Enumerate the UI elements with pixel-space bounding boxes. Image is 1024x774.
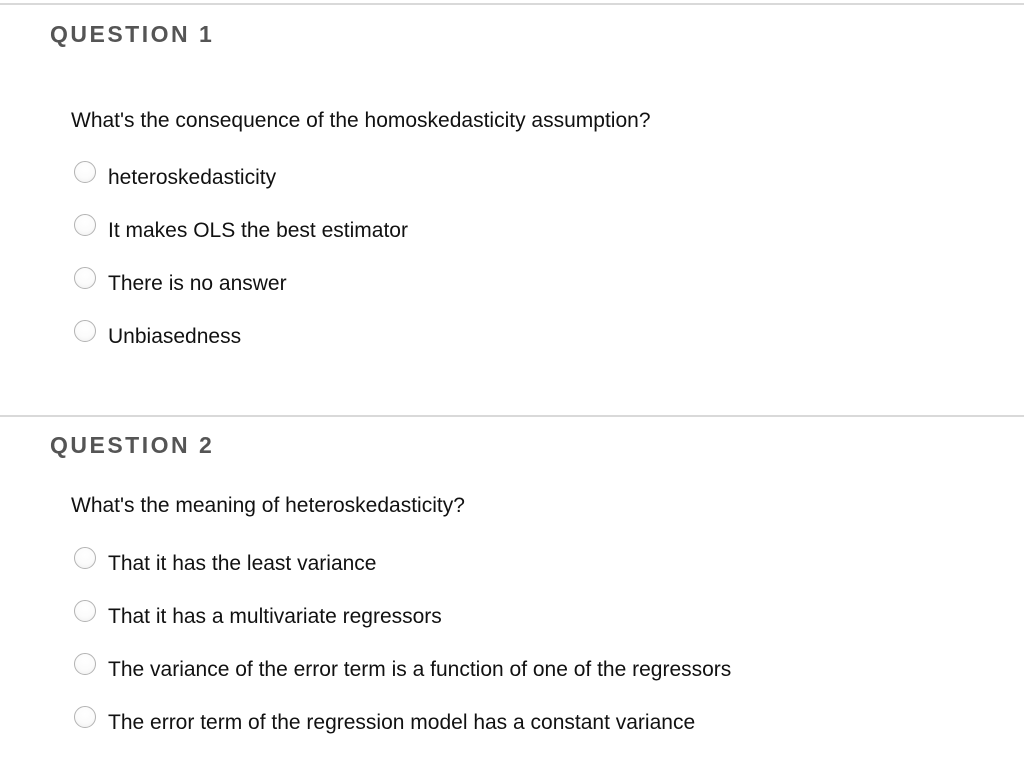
answer-option[interactable]: [74, 309, 408, 362]
answer-option-label[interactable]: heteroskedasticity: [108, 165, 277, 189]
answer-option[interactable]: [74, 203, 408, 256]
radio-button[interactable]: [74, 600, 96, 622]
radio-button[interactable]: [74, 267, 96, 289]
answer-option-label[interactable]: Unbiasedness: [108, 324, 242, 348]
radio-button[interactable]: [74, 320, 96, 342]
answer-option[interactable]: [74, 642, 731, 695]
radio-button[interactable]: [74, 161, 96, 183]
answer-option-label[interactable]: There is no answer: [108, 271, 287, 295]
radio-button[interactable]: [74, 547, 96, 569]
answer-options: [74, 536, 731, 748]
answer-option[interactable]: [74, 589, 731, 642]
answer-option-label[interactable]: The variance of the error term is a function of one of the regressors: [108, 657, 732, 681]
radio-button[interactable]: [74, 706, 96, 728]
answer-option-label[interactable]: That it has a multivariate regressors: [108, 604, 442, 628]
answer-option[interactable]: [74, 536, 731, 589]
answer-option-label[interactable]: It makes OLS the best estimator: [108, 218, 408, 242]
question-prompt: What's the consequence of the homoskedasticity assumption?: [71, 109, 651, 132]
question-2: [0, 415, 1024, 734]
radio-button[interactable]: [74, 653, 96, 675]
radio-button[interactable]: [74, 214, 96, 236]
question-1: [0, 3, 1024, 348]
answer-option[interactable]: [74, 256, 408, 309]
answer-option-label[interactable]: That it has the least variance: [108, 551, 377, 575]
question-prompt: What's the meaning of heteroskedasticity?: [71, 494, 465, 517]
question-header: QUESTION 1: [50, 21, 215, 47]
answer-options: [74, 150, 408, 362]
question-header: QUESTION 2: [50, 432, 215, 458]
answer-option[interactable]: [74, 150, 408, 203]
answer-option-label[interactable]: The error term of the regression model has a constant variance: [108, 710, 696, 734]
answer-option[interactable]: [74, 695, 731, 748]
